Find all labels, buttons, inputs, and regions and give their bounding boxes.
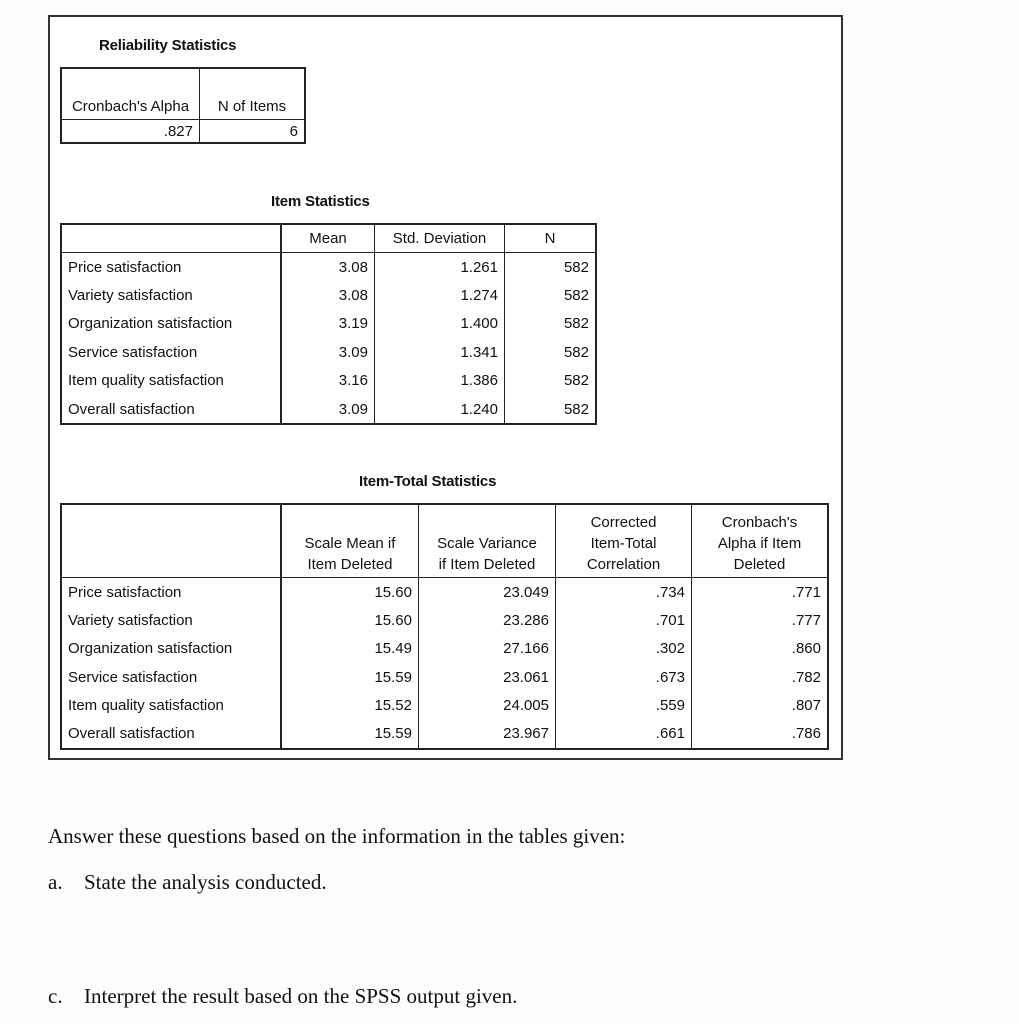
table-cell: 582 — [505, 338, 597, 366]
row-label: Organization satisfaction — [61, 310, 281, 338]
table-cell: 27.166 — [419, 635, 556, 663]
table-cell: .559 — [556, 691, 692, 719]
table-cell: 23.967 — [419, 719, 556, 748]
table-cell: 582 — [505, 281, 597, 309]
question-text: State the analysis conducted. — [84, 870, 327, 894]
table-cell: 582 — [505, 367, 597, 395]
header-text: Cronbach's Alpha if Item Deleted — [717, 514, 802, 573]
row-label: Variety satisfaction — [61, 606, 281, 634]
questions-intro: Answer these questions based on the information in the tables given: — [48, 824, 626, 848]
column-header — [419, 504, 556, 578]
column-header — [281, 504, 419, 578]
header-text: Scale Variance if Item Deleted — [437, 535, 537, 573]
row-label: Item quality satisfaction — [61, 691, 281, 719]
table-header-row — [61, 504, 828, 578]
table-cell: .860 — [692, 635, 829, 663]
table-cell: 23.049 — [419, 578, 556, 607]
table-cell: 1.240 — [375, 395, 505, 424]
table-row — [61, 338, 596, 366]
table-cell: 24.005 — [419, 691, 556, 719]
column-header: N of Items — [200, 68, 306, 120]
question-marker: c. — [48, 984, 63, 1008]
header-text: Corrected Item-Total Correlation — [586, 514, 661, 573]
column-header: Cronbach's Alpha — [61, 68, 200, 120]
table-cell: .777 — [692, 606, 829, 634]
row-label: Overall satisfaction — [61, 395, 281, 424]
table-row — [61, 606, 828, 634]
table-cell: 15.52 — [281, 691, 419, 719]
table-cell: 23.286 — [419, 606, 556, 634]
table-cell: 1.341 — [375, 338, 505, 366]
table-header-row — [61, 224, 596, 253]
column-header — [61, 224, 281, 253]
row-label: Organization satisfaction — [61, 635, 281, 663]
table-cell: 3.09 — [281, 338, 375, 366]
table-row — [61, 663, 828, 691]
row-label: Overall satisfaction — [61, 719, 281, 748]
spss-output-frame — [48, 15, 843, 760]
row-label: Service satisfaction — [61, 338, 281, 366]
table-cell: .701 — [556, 606, 692, 634]
question-a — [48, 870, 327, 895]
table-row — [61, 578, 828, 607]
table-cell: 1.274 — [375, 281, 505, 309]
table-row — [61, 395, 596, 424]
table-cell: 1.400 — [375, 310, 505, 338]
column-header — [61, 504, 281, 578]
table-row — [61, 691, 828, 719]
table-cell: 15.59 — [281, 663, 419, 691]
table-cell: 15.49 — [281, 635, 419, 663]
table-cell: 15.60 — [281, 578, 419, 607]
question-marker: a. — [48, 870, 63, 894]
row-label: Price satisfaction — [61, 578, 281, 607]
table-cell: .673 — [556, 663, 692, 691]
table-header-row — [61, 68, 305, 120]
table-row — [61, 719, 828, 748]
table-cell: 3.19 — [281, 310, 375, 338]
table-row — [61, 635, 828, 663]
column-header: Mean — [281, 224, 375, 253]
table-cell: 582 — [505, 310, 597, 338]
table-row — [61, 281, 596, 309]
table-cell: 6 — [200, 120, 306, 144]
table-cell: 582 — [505, 253, 597, 282]
column-header: Std. Deviation — [375, 224, 505, 253]
question-text: Interpret the result based on the SPSS output given. — [84, 984, 518, 1008]
table-cell: .302 — [556, 635, 692, 663]
item-statistics-title: Item Statistics — [271, 193, 370, 210]
table-cell: 15.59 — [281, 719, 419, 748]
item-total-statistics-table — [60, 503, 829, 750]
table-cell: 3.08 — [281, 281, 375, 309]
table-cell: 3.09 — [281, 395, 375, 424]
table-cell: 1.386 — [375, 367, 505, 395]
header-text: Scale Mean if Item Deleted — [304, 535, 396, 573]
table-cell: .771 — [692, 578, 829, 607]
table-cell: 3.08 — [281, 253, 375, 282]
question-c — [48, 984, 517, 1009]
table-row — [61, 120, 305, 144]
row-label: Price satisfaction — [61, 253, 281, 282]
table-cell: 1.261 — [375, 253, 505, 282]
table-cell: .782 — [692, 663, 829, 691]
column-header: N — [505, 224, 597, 253]
table-cell: .827 — [61, 120, 200, 144]
row-label: Item quality satisfaction — [61, 367, 281, 395]
reliability-statistics-table — [60, 67, 306, 144]
row-label: Service satisfaction — [61, 663, 281, 691]
table-cell: .786 — [692, 719, 829, 748]
table-cell: .807 — [692, 691, 829, 719]
table-cell: 15.60 — [281, 606, 419, 634]
table-cell: 582 — [505, 395, 597, 424]
column-header — [692, 504, 829, 578]
column-header — [556, 504, 692, 578]
table-cell: 3.16 — [281, 367, 375, 395]
table-cell: .661 — [556, 719, 692, 748]
table-cell: 23.061 — [419, 663, 556, 691]
reliability-statistics-title: Reliability Statistics — [99, 37, 237, 54]
item-total-statistics-title: Item-Total Statistics — [359, 473, 497, 490]
table-row — [61, 310, 596, 338]
item-statistics-table — [60, 223, 597, 425]
row-label: Variety satisfaction — [61, 281, 281, 309]
table-row — [61, 253, 596, 282]
table-cell: .734 — [556, 578, 692, 607]
table-row — [61, 367, 596, 395]
